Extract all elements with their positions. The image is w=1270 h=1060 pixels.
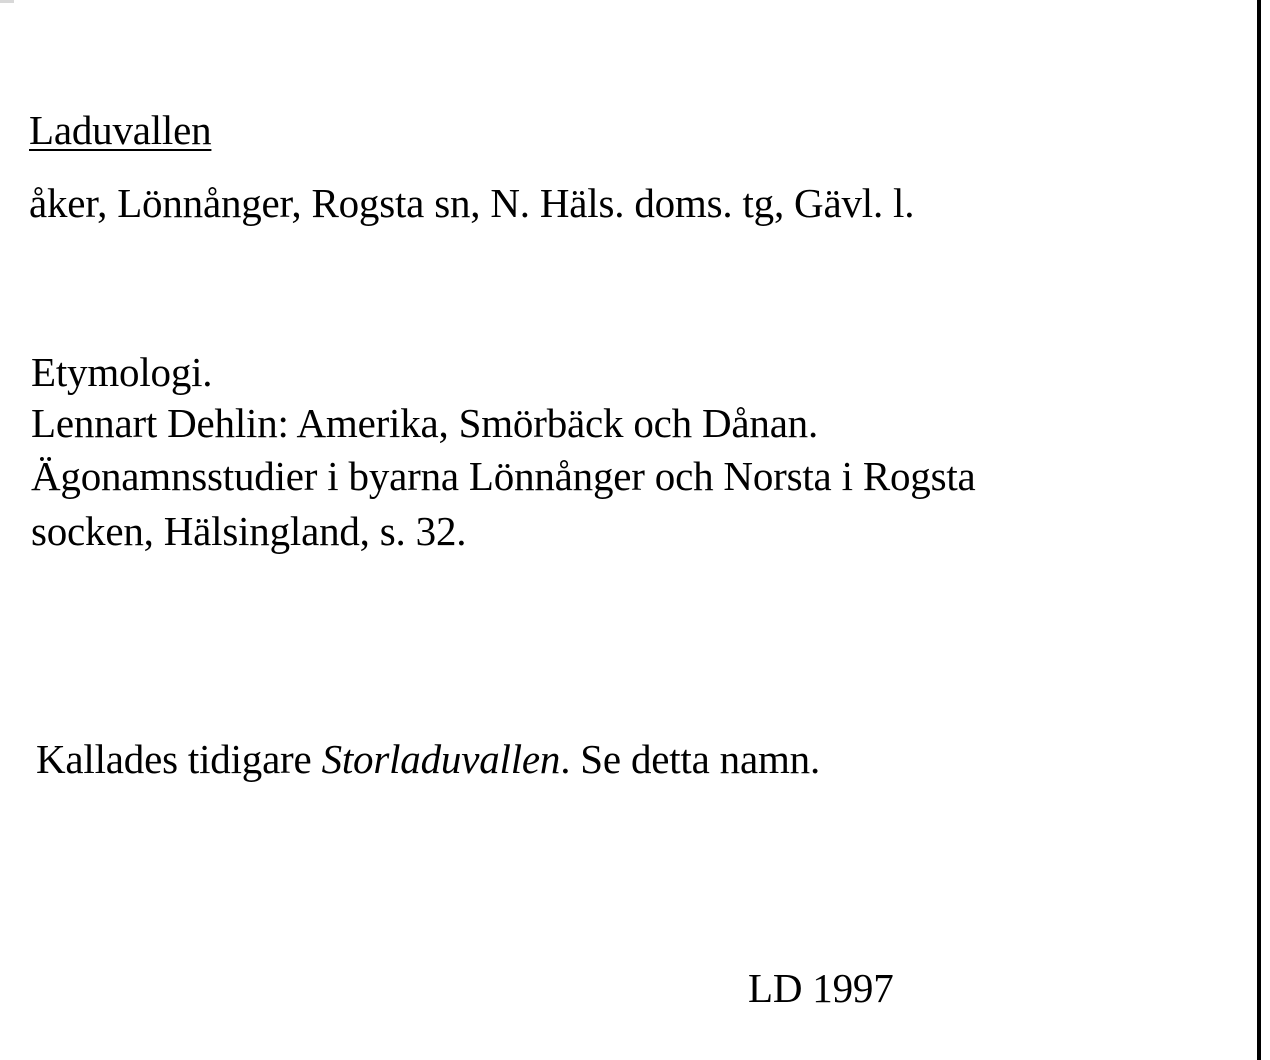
etymology-reference-line: Ägonamnsstudier i byarna Lönnånger och Norsta i Rogsta: [31, 453, 976, 499]
etymology-reference-line: Lennart Dehlin: Amerika, Smörbäck och Dånan.: [31, 400, 819, 446]
etymology-heading: Etymologi.: [31, 349, 213, 395]
former-name-note: [36, 736, 821, 782]
location-description: åker, Lönnånger, Rogsta sn, N. Häls. doms. tg, Gävl. l.: [29, 180, 915, 226]
card-right-edge: [1257, 0, 1261, 1060]
note-prefix: Kallades tidigare: [36, 736, 322, 782]
scan-corner-mark: [0, 0, 14, 3]
author-signature: LD 1997: [748, 965, 894, 1011]
former-name: Storladuvallen: [321, 736, 561, 782]
etymology-reference-line: socken, Hälsingland, s. 32.: [31, 508, 467, 554]
headword: Laduvallen: [29, 107, 212, 153]
note-suffix: . Se detta namn.: [560, 736, 821, 782]
